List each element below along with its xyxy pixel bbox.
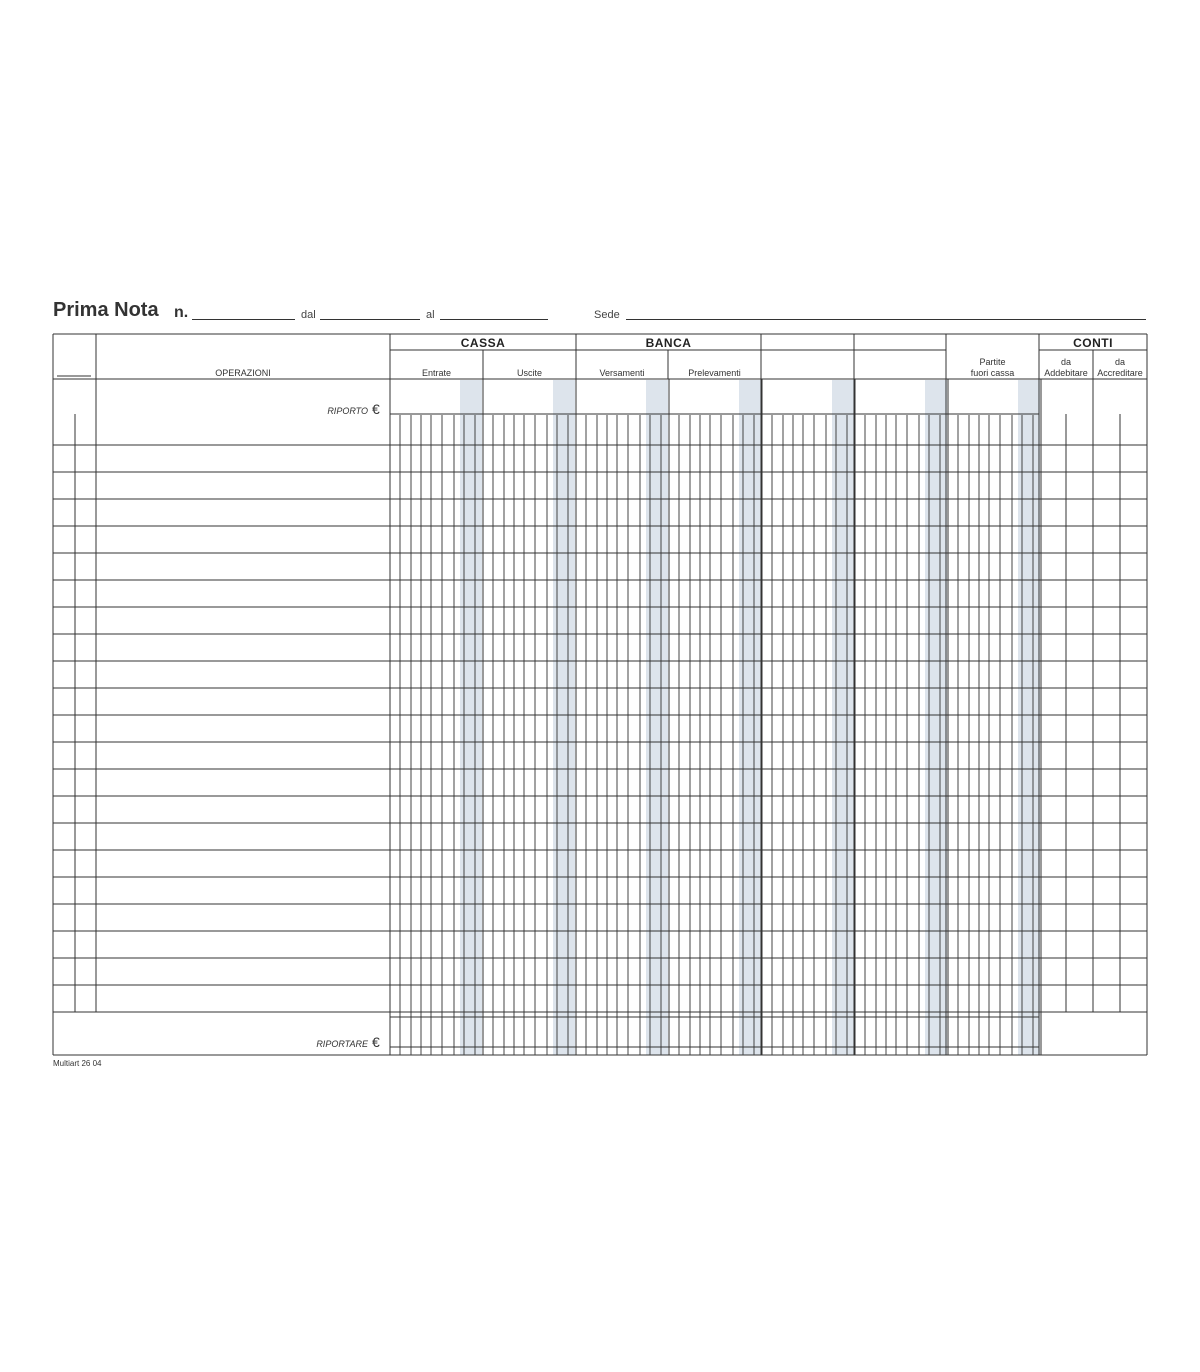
decimal-shade-col xyxy=(460,380,482,1055)
operations-header: OPERAZIONI xyxy=(215,368,271,378)
accreditare-header-line2: Accreditare xyxy=(1097,368,1143,378)
banca-header: BANCA xyxy=(645,336,692,350)
riporto-label: RIPORTO xyxy=(327,406,368,416)
addebitare-header-line1: da xyxy=(1060,357,1071,367)
location-label: Sede xyxy=(594,309,620,321)
prelevamenti-header: Prelevamenti xyxy=(688,368,741,378)
addebitare-header-line2: Addebitare xyxy=(1044,368,1088,378)
decimal-shade-col xyxy=(646,380,668,1055)
footer-code: Multiart 26 04 xyxy=(53,1059,102,1068)
riportare-euro-icon: € xyxy=(372,1034,380,1050)
uscite-header: Uscite xyxy=(516,368,542,378)
accreditare-header-line1: da xyxy=(1114,357,1125,367)
partite-header-line2: fuori cassa xyxy=(970,368,1015,378)
cassa-header: CASSA xyxy=(460,336,506,350)
riportare-label: RIPORTARE xyxy=(316,1039,368,1049)
form-title: Prima Nota xyxy=(53,299,159,321)
riporto-euro-icon: € xyxy=(372,401,380,417)
versamenti-header: Versamenti xyxy=(599,368,645,378)
entrate-header: Entrate xyxy=(421,368,452,378)
to-label: al xyxy=(426,309,435,321)
decimal-shade-col xyxy=(925,380,947,1055)
decimal-shade-col xyxy=(739,380,761,1055)
from-label: dal xyxy=(301,309,316,321)
decimal-shade-col xyxy=(553,380,575,1055)
number-label: n. xyxy=(174,304,189,321)
conti-header: CONTI xyxy=(1073,336,1113,350)
decimal-shade-col xyxy=(832,380,854,1055)
decimal-shade-col xyxy=(1018,380,1040,1055)
partite-header-line1: Partite xyxy=(979,357,1006,367)
